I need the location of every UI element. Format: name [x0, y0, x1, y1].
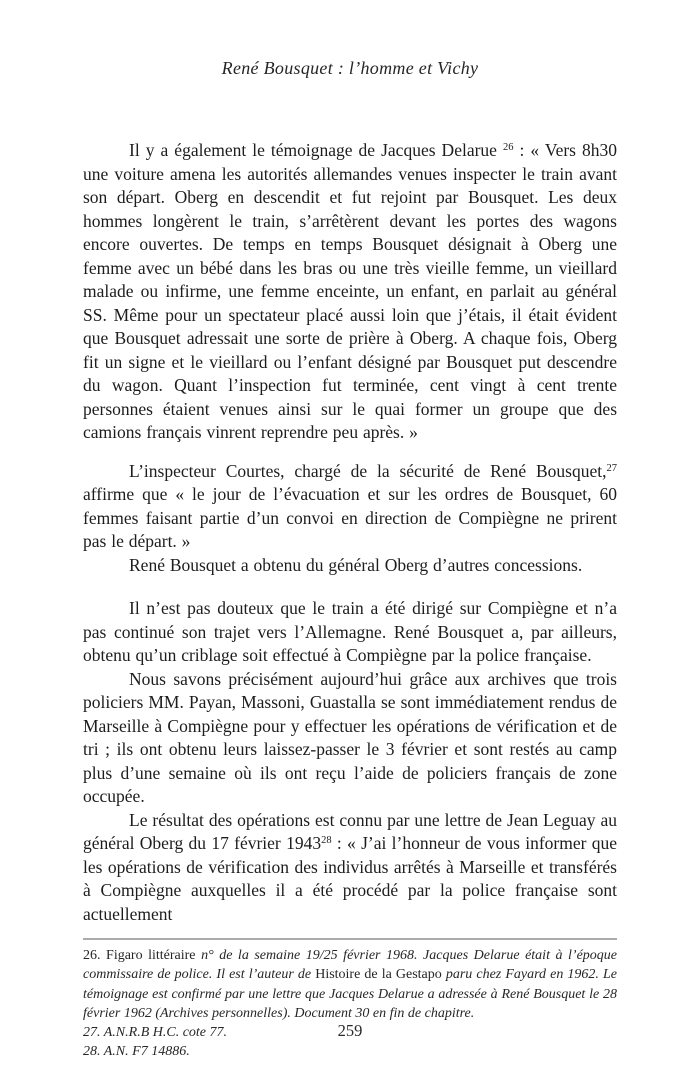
- text-segment: n° de la semaine 19/25 février 1968. Jacques Delarue était à l’époque commissaire de police. Il est l’auteur de: [83, 948, 617, 983]
- running-head-title: René Bousquet : l’homme et Vichy: [221, 58, 479, 78]
- footnotes-section: [83, 938, 617, 1062]
- text-segment: 27. A.N.R.B H.C. cote 77.: [83, 1025, 228, 1041]
- paragraph-trois-policiers: [83, 668, 617, 809]
- text-segment: 28. A.N. F7 14886.: [83, 1044, 190, 1060]
- text-segment: : « J’ai l’honneur de vous informer que les opérations de vérification des individus arrêtés à Marseille et transférés à Compiègne auxquelles il a été procédé par la police française sont actuellement: [83, 833, 618, 924]
- paragraph-concessions: [83, 554, 617, 578]
- footnote-26: [83, 946, 617, 1023]
- footnote-28: [83, 1042, 617, 1061]
- text-segment: Histoire de la Gestapo: [315, 967, 446, 983]
- text-segment: L’inspecteur Courtes, chargé de la sécurité de René Bousquet,: [129, 460, 607, 481]
- footnote-reference: 27: [606, 462, 617, 474]
- text-segment: Il y a également le témoignage de Jacques Delarue: [129, 140, 503, 160]
- text-segment: paru chez Fayard en 1962. Le témoignage est confirmé par une lettre que Jacques Delarue a adressée à René Bousquet le 28 février 1962 (Archives personnelles). Document 30 en fin de chapitre.: [83, 967, 618, 1021]
- paragraph-train-compiegne: [83, 597, 617, 668]
- page-body: [83, 139, 617, 926]
- text-segment: Nous savons précisément aujourd’hui grâce aux archives que trois policiers MM. Payan, Massoni, Guastalla se sont immédiatement rendus de Marseille à Compiègne pour y effectuer les opérations de vérification et de tri ; ils ont obtenu leurs laissez-passer le 3 février et sont restés au camp plus d’une semaine où ils ont reçu l’aide de policiers français de zone occupée.: [83, 668, 617, 806]
- text-segment: affirme que « le jour de l’évacuation et sur les ordres de Bousquet, 60 femmes faisant partie d’un convoi en direction de Compiègne ne prirent pas le départ. »: [83, 484, 617, 551]
- text-segment: 26. Figaro littéraire: [83, 948, 202, 963]
- paragraph-lettre-leguay: [83, 809, 617, 927]
- text-segment: Le résultat des opérations est connu par une lettre de Jean Leguay au général Oberg du 17 février 1943: [83, 809, 617, 853]
- footnote-reference: 26: [502, 142, 514, 153]
- text-segment: : « Vers 8h30 une voiture amena les autorités allemandes venues inspecter le train avant son départ. Oberg en descendit et fut rejoint par Bousquet. Les deux hommes longèrent le train, s’arrêtèrent devant les portes des wagons encore ouvertes. De temps en temps Bousquet désignait à Oberg une femme avec un bébé dans les bras ou une très vieille femme, un vieillard malade ou infirme, une femme enceinte, un enfant, en parlait au général SS. Même pour un spectateur placé aussi loin que j’étais, il était évident que Bousquet adressait une sorte de prière à Oberg. A chaque fois, Oberg fit un signe et le vieillard ou l’enfant désigné par Bousquet put descendre du wagon. Quant l’inspection fut terminée, cent vingt à cent trente personnes étaient venues ainsi sur le quai former un groupe que des camions français vinrent reprendre peu après. »: [83, 140, 618, 442]
- text-column: [83, 139, 617, 1062]
- page-number: 259: [337, 1021, 363, 1040]
- paragraph-inspecteur-courtes: [83, 460, 617, 554]
- text-segment: Il n’est pas douteux que le train a été dirigé sur Compiègne et n’a pas continué son trajet vers l’Allemagne. René Bousquet a, par ailleurs, obtenu qu’un criblage soit effectué à Compiègne par la police française.: [83, 598, 617, 665]
- footnote-reference: 28: [321, 835, 332, 846]
- text-segment: René Bousquet a obtenu du général Oberg d’autres concessions.: [129, 554, 583, 575]
- paragraph-delarue-testimony: [83, 139, 617, 445]
